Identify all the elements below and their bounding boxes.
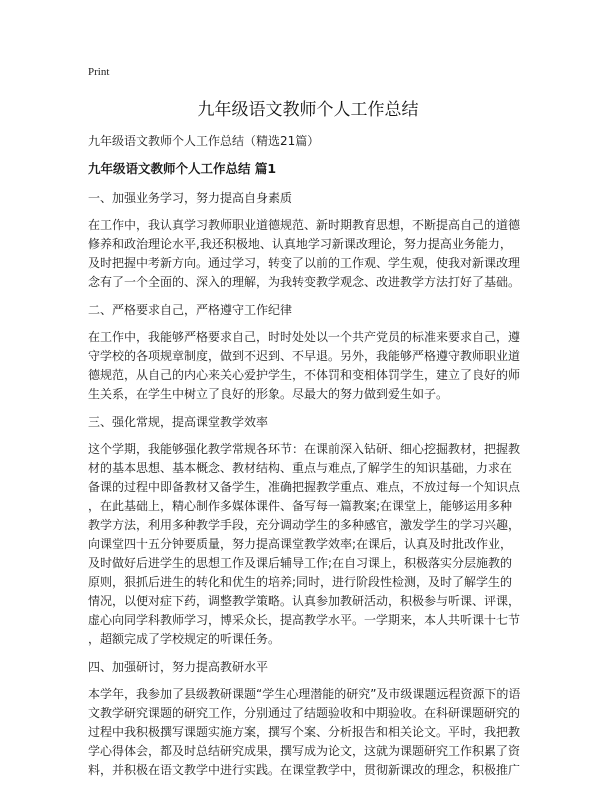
- paragraph-line: 文教学研究课题的研究工作，分别通过了结题验收和中期验收。在科研课题研究的: [88, 706, 521, 720]
- paragraph-line: 教学方法，利用多种教学手段，充分调动学生的多种感官，激发学生的学习兴趣，: [88, 518, 521, 532]
- paragraph-line: 生关系，在学生中树立了良好的形象。尽最大的努力做到爱生如子。: [88, 387, 449, 401]
- article-heading: 九年级语文教师个人工作总结 篇1: [88, 161, 277, 176]
- paragraph-line: 过程中我积极撰写课题实施方案，撰写个案、分析报告和相关论文。平时，我把教: [88, 725, 521, 739]
- document-page: [88, 66, 528, 789]
- paragraph-line: 虚心向同学科教师学习，博采众长，提高教学水平。一学期来，本人共听课十七节: [88, 613, 521, 627]
- print-label: Print: [88, 66, 110, 78]
- document-subtitle: 九年级语文教师个人工作总结（精选21篇）: [88, 134, 320, 148]
- paragraph-line: 德规范，从自己的内心来关心爱护学生，不体罚和变相体罚学生，建立了良好的师: [88, 368, 521, 382]
- paragraph-line: 及时把握中考新方向。通过学习，转变了以前的工作观、学生观，使我对新课改理: [88, 256, 521, 270]
- section-paragraph: [88, 685, 528, 780]
- paragraph-line: ，超额完成了学校规定的听课任务。: [88, 632, 281, 646]
- paragraph-line: 料，并积极在语文教学中进行实践。在课堂教学中，贯彻新课改的理念，积极推广: [88, 763, 521, 777]
- paragraph-line: 及时做好后进学生的思想工作及课后辅导工作;在自习课上，积极落实分层施教的: [88, 556, 513, 570]
- section-paragraph: [88, 216, 528, 292]
- paragraph-line: 原则，狠抓后进生的转化和优生的培养;同时，进行阶段性检测，及时了解学生的: [88, 575, 513, 589]
- section-heading: 四、加强研讨，努力提高教研水平: [88, 660, 269, 674]
- paragraph-line: 这个学期，我能够强化教学常规各环节：在课前深入钻研、细心挖掘教材，把握教: [88, 442, 521, 456]
- article-body: [88, 189, 528, 780]
- paragraph-line: ，在此基础上，精心制作多媒体课件、备写每一篇教案;在课堂上，能够运用多种: [88, 499, 513, 513]
- paragraph-line: 在工作中，我能够严格要求自己，时时处处以一个共产党员的标准来要求自己，遵: [88, 330, 521, 344]
- paragraph-line: 念有了一个全面的、深入的理解，为我转变教学观念、改进教学方法打好了基础。: [88, 275, 521, 289]
- paragraph-line: 守学校的各项规章制度，做到不迟到、不早退。另外，我能够严格遵守教师职业道: [88, 349, 521, 363]
- document-title: 九年级语文教师个人工作总结: [197, 100, 419, 120]
- paragraph-line: 修养和政治理论水平,我还积极地、认真地学习新课改理论，努力提高业务能力，: [88, 237, 512, 251]
- section-heading: 三、强化常规，提高课堂教学效率: [88, 415, 269, 429]
- paragraph-line: 学心得体会，都及时总结研究成果，撰写成为论文，这就为课题研究工作积累了资: [88, 744, 521, 758]
- section-heading: 一、加强业务学习，努力提高自身素质: [88, 191, 293, 205]
- paragraph-line: 向课堂四十五分钟要质量，努力提高课堂教学效率;在课后，认真及时批改作业，: [88, 537, 513, 551]
- section-paragraph: [88, 328, 528, 404]
- paragraph-line: 本学年，我参加了县级教研课题“学生心理潜能的研究”及市级课题远程资源下的语: [88, 687, 521, 701]
- paragraph-line: 材的基本思想、基本概念、教材结构、重点与难点,了解学生的知识基础，力求在: [88, 461, 512, 475]
- paragraph-line: 备课的过程中即备教材又备学生，准确把握教学重点、难点，不放过每一个知识点: [88, 480, 521, 494]
- section-heading: 二、严格要求自己，严格遵守工作纪律: [88, 303, 293, 317]
- paragraph-line: 情况，以便对症下药，调整教学策略。认真参加教研活动，积极参与听课、评课，: [88, 594, 521, 608]
- section-paragraph: [88, 440, 528, 649]
- paragraph-line: 在工作中，我认真学习教师职业道德规范、新时期教育思想，不断提高自己的道德: [88, 218, 521, 232]
